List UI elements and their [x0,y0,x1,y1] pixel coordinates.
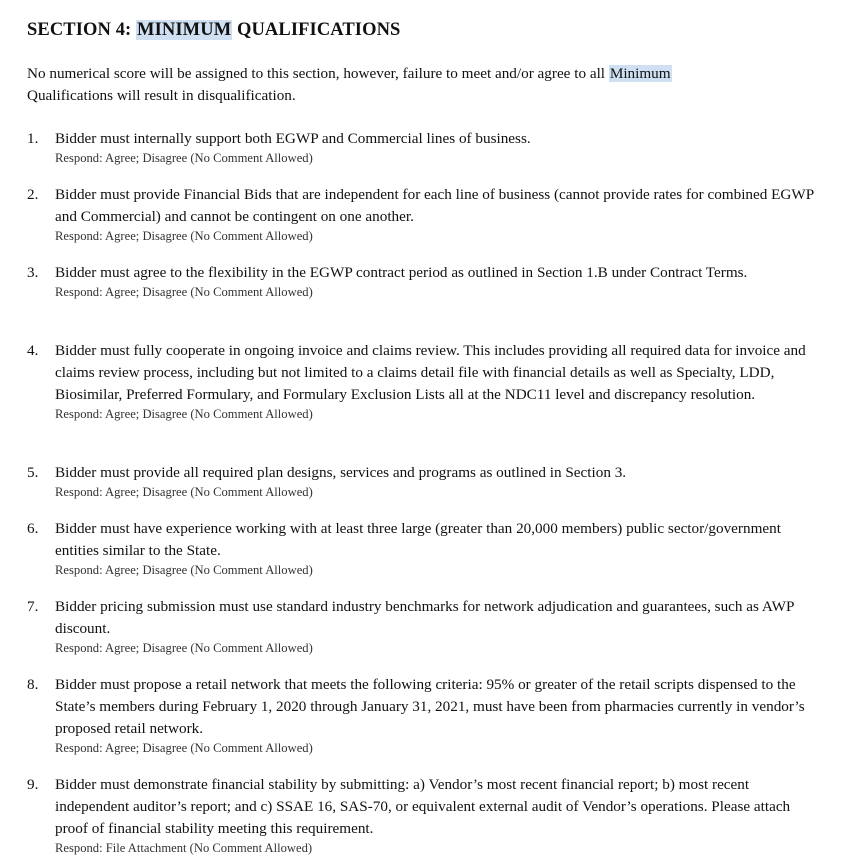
heading-prefix: SECTION 4: [27,20,137,40]
item-requirement: Bidder must fully cooperate in ongoing invoice and claims review. This includes providing all required data for invoice and claims review process, including but not limited to a claims detail file with financial details as well as Specialty, LDD, Biosimilar, Preferred Formulary, and Formulary Exclusion Lists all at the NDC11 level and discrepancy resolution. [55,342,806,403]
intro-line1: No numerical score will be assigned to this section, however, failure to meet and/or agree to all [27,65,609,82]
heading-highlighted-word[interactable]: MINIMUM [137,20,232,40]
intro-line2: Qualifications will result in disqualification. [27,87,296,104]
item-response-instruction: Respond: Agree; Disagree (No Comment Allowed) [55,641,313,655]
qualification-item-6 [27,518,817,579]
qualification-item-2 [27,184,817,245]
item-requirement: Bidder must propose a retail network that meets the following criteria: 95% or greater of the retail scripts dispensed to the State’s members during February 1, 2020 through January 31, 2021, must have been from pharmacies currently in vendor’s proposed retail network. [55,676,805,737]
item-number: 9. [27,776,39,793]
qualification-item-1 [27,128,817,167]
item-number: 7. [27,598,39,615]
item-requirement: Bidder must internally support both EGWP and Commercial lines of business. [55,130,531,147]
item-response-instruction: Respond: Agree; Disagree (No Comment Allowed) [55,563,313,577]
item-response-instruction: Respond: File Attachment (No Comment Allowed) [55,841,313,855]
item-number: 8. [27,676,39,693]
item-number: 5. [27,464,39,481]
item-response-instruction: Respond: Agree; Disagree (No Comment Allowed) [55,485,313,499]
qualification-item-8 [27,674,817,757]
item-number: 2. [27,186,39,203]
heading-suffix: QUALIFICATIONS [232,20,401,40]
item-response-instruction: Respond: Agree; Disagree (No Comment Allowed) [55,741,313,755]
item-requirement: Bidder pricing submission must use standard industry benchmarks for network adjudication and guarantees, such as AWP discount. [55,598,794,637]
item-requirement: Bidder must agree to the flexibility in the EGWP contract period as outlined in Section 1.B under Contract Terms. [55,264,748,281]
qualification-item-5 [27,462,817,501]
item-response-instruction: Respond: Agree; Disagree (No Comment Allowed) [55,151,313,165]
item-requirement: Bidder must demonstrate financial stability by submitting: a) Vendor’s most recent financial report; b) most recent independent auditor’s report; and c) SSAE 16, SAS-70, or equivalent external audit of Vendor’s operations. Please attach proof of financial stability meeting this requirement. [55,776,791,837]
qualification-item-3 [27,262,817,301]
item-requirement: Bidder must provide all required plan designs, services and programs as outlined in Section 3. [55,464,627,481]
item-number: 3. [27,264,39,281]
item-response-instruction: Respond: Agree; Disagree (No Comment Allowed) [55,407,313,421]
item-number: 1. [27,130,39,147]
qualification-item-9 [27,774,817,857]
item-number: 4. [27,342,39,359]
intro-highlighted-word[interactable]: Minimum [609,65,671,82]
qualification-item-7 [27,596,817,657]
item-number: 6. [27,520,39,537]
item-response-instruction: Respond: Agree; Disagree (No Comment Allowed) [55,285,313,299]
section-heading [27,18,400,42]
intro-paragraph [27,63,807,107]
item-requirement: Bidder must have experience working with at least three large (greater than 20,000 members) public sector/government entities similar to the State. [55,520,781,559]
item-requirement: Bidder must provide Financial Bids that are independent for each line of business (cannot provide rates for combined EGWP and Commercial) and cannot be contingent on one another. [55,186,814,225]
qualification-item-4 [27,340,817,423]
item-response-instruction: Respond: Agree; Disagree (No Comment Allowed) [55,229,313,243]
